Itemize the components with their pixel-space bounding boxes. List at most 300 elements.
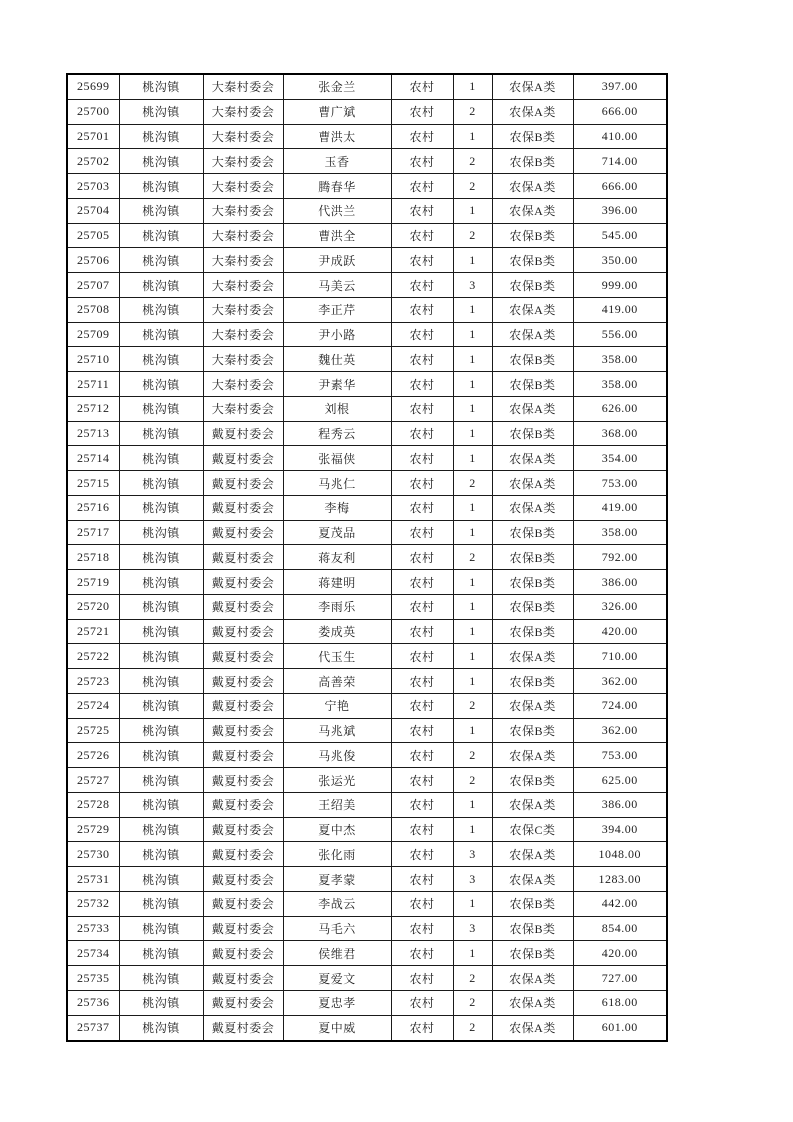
- cell-village-committee: 戴夏村委会: [203, 693, 283, 718]
- cell-insurance-category: 农保A类: [492, 990, 573, 1015]
- cell-amount: 626.00: [573, 396, 667, 421]
- cell-person-count: 1: [453, 594, 492, 619]
- cell-record-id: 25700: [67, 99, 119, 124]
- cell-person-name: 马兆仁: [283, 471, 391, 496]
- cell-record-id: 25702: [67, 149, 119, 174]
- cell-town: 桃沟镇: [119, 297, 203, 322]
- cell-amount: 625.00: [573, 768, 667, 793]
- cell-insurance-category: 农保A类: [492, 74, 573, 99]
- cell-person-name: 夏中杰: [283, 817, 391, 842]
- cell-amount: 354.00: [573, 446, 667, 471]
- cell-record-id: 25735: [67, 966, 119, 991]
- cell-village-committee: 戴夏村委会: [203, 867, 283, 892]
- cell-insurance-category: 农保B类: [492, 149, 573, 174]
- cell-village-committee: 戴夏村委会: [203, 990, 283, 1015]
- cell-town: 桃沟镇: [119, 396, 203, 421]
- table-row: [67, 149, 667, 174]
- cell-record-id: 25717: [67, 520, 119, 545]
- cell-insurance-category: 农保A类: [492, 174, 573, 199]
- cell-person-name: 曹洪太: [283, 124, 391, 149]
- cell-residence-type: 农村: [391, 248, 453, 273]
- table-row: [67, 966, 667, 991]
- table-row: [67, 619, 667, 644]
- cell-town: 桃沟镇: [119, 495, 203, 520]
- cell-town: 桃沟镇: [119, 347, 203, 372]
- table-row: [67, 446, 667, 471]
- cell-residence-type: 农村: [391, 520, 453, 545]
- cell-village-committee: 戴夏村委会: [203, 545, 283, 570]
- table-row: [67, 198, 667, 223]
- cell-record-id: 25704: [67, 198, 119, 223]
- cell-town: 桃沟镇: [119, 867, 203, 892]
- cell-amount: 442.00: [573, 891, 667, 916]
- cell-record-id: 25722: [67, 644, 119, 669]
- cell-person-name: 曹广斌: [283, 99, 391, 124]
- cell-amount: 420.00: [573, 941, 667, 966]
- cell-record-id: 25736: [67, 990, 119, 1015]
- cell-town: 桃沟镇: [119, 446, 203, 471]
- cell-village-committee: 戴夏村委会: [203, 594, 283, 619]
- cell-residence-type: 农村: [391, 966, 453, 991]
- cell-town: 桃沟镇: [119, 1015, 203, 1041]
- cell-record-id: 25715: [67, 471, 119, 496]
- cell-residence-type: 农村: [391, 446, 453, 471]
- cell-record-id: 25719: [67, 570, 119, 595]
- table-row: [67, 990, 667, 1015]
- table-row: [67, 644, 667, 669]
- cell-town: 桃沟镇: [119, 248, 203, 273]
- cell-residence-type: 农村: [391, 198, 453, 223]
- table-row: [67, 74, 667, 99]
- cell-residence-type: 农村: [391, 495, 453, 520]
- cell-insurance-category: 农保B类: [492, 273, 573, 298]
- cell-record-id: 25709: [67, 322, 119, 347]
- cell-amount: 362.00: [573, 669, 667, 694]
- table-row: [67, 99, 667, 124]
- cell-person-name: 李战云: [283, 891, 391, 916]
- cell-insurance-category: 农保B类: [492, 594, 573, 619]
- cell-village-committee: 戴夏村委会: [203, 966, 283, 991]
- cell-insurance-category: 农保B类: [492, 248, 573, 273]
- cell-person-name: 李正芹: [283, 297, 391, 322]
- table-row: [67, 322, 667, 347]
- cell-amount: 666.00: [573, 174, 667, 199]
- cell-person-name: 李雨乐: [283, 594, 391, 619]
- cell-village-committee: 戴夏村委会: [203, 941, 283, 966]
- table-row: [67, 570, 667, 595]
- cell-person-count: 1: [453, 570, 492, 595]
- cell-amount: 854.00: [573, 916, 667, 941]
- cell-person-count: 1: [453, 495, 492, 520]
- cell-person-count: 3: [453, 916, 492, 941]
- cell-insurance-category: 农保B类: [492, 545, 573, 570]
- cell-town: 桃沟镇: [119, 124, 203, 149]
- cell-person-name: 蒋建明: [283, 570, 391, 595]
- table-row: [67, 124, 667, 149]
- cell-person-name: 侯维君: [283, 941, 391, 966]
- cell-insurance-category: 农保A类: [492, 198, 573, 223]
- cell-insurance-category: 农保A类: [492, 1015, 573, 1041]
- cell-person-count: 1: [453, 248, 492, 273]
- cell-person-name: 夏爱文: [283, 966, 391, 991]
- cell-person-count: 1: [453, 718, 492, 743]
- cell-amount: 601.00: [573, 1015, 667, 1041]
- cell-village-committee: 大秦村委会: [203, 223, 283, 248]
- cell-town: 桃沟镇: [119, 990, 203, 1015]
- cell-residence-type: 农村: [391, 842, 453, 867]
- cell-village-committee: 戴夏村委会: [203, 669, 283, 694]
- cell-person-name: 张福侠: [283, 446, 391, 471]
- cell-village-committee: 戴夏村委会: [203, 1015, 283, 1041]
- table-row: [67, 792, 667, 817]
- cell-residence-type: 农村: [391, 916, 453, 941]
- cell-amount: 753.00: [573, 471, 667, 496]
- cell-town: 桃沟镇: [119, 223, 203, 248]
- cell-record-id: 25727: [67, 768, 119, 793]
- cell-town: 桃沟镇: [119, 669, 203, 694]
- cell-record-id: 25728: [67, 792, 119, 817]
- cell-record-id: 25721: [67, 619, 119, 644]
- cell-insurance-category: 农保A类: [492, 743, 573, 768]
- cell-person-count: 1: [453, 619, 492, 644]
- cell-village-committee: 大秦村委会: [203, 74, 283, 99]
- cell-residence-type: 农村: [391, 372, 453, 397]
- table-row: [67, 594, 667, 619]
- cell-town: 桃沟镇: [119, 842, 203, 867]
- cell-person-count: 2: [453, 545, 492, 570]
- cell-person-count: 3: [453, 867, 492, 892]
- cell-residence-type: 农村: [391, 396, 453, 421]
- cell-village-committee: 大秦村委会: [203, 273, 283, 298]
- cell-record-id: 25701: [67, 124, 119, 149]
- cell-residence-type: 农村: [391, 545, 453, 570]
- cell-town: 桃沟镇: [119, 644, 203, 669]
- cell-person-name: 腾春华: [283, 174, 391, 199]
- cell-record-id: 25730: [67, 842, 119, 867]
- table-row: [67, 693, 667, 718]
- cell-record-id: 25710: [67, 347, 119, 372]
- cell-town: 桃沟镇: [119, 74, 203, 99]
- cell-amount: 362.00: [573, 718, 667, 743]
- cell-village-committee: 大秦村委会: [203, 149, 283, 174]
- cell-record-id: 25720: [67, 594, 119, 619]
- table-row: [67, 520, 667, 545]
- table-row: [67, 1015, 667, 1041]
- cell-record-id: 25718: [67, 545, 119, 570]
- cell-person-count: 3: [453, 273, 492, 298]
- cell-amount: 368.00: [573, 421, 667, 446]
- table-row: [67, 372, 667, 397]
- cell-town: 桃沟镇: [119, 99, 203, 124]
- cell-amount: 420.00: [573, 619, 667, 644]
- table-row: [67, 718, 667, 743]
- cell-town: 桃沟镇: [119, 966, 203, 991]
- cell-record-id: 25734: [67, 941, 119, 966]
- cell-person-count: 1: [453, 817, 492, 842]
- table-row: [67, 743, 667, 768]
- cell-town: 桃沟镇: [119, 520, 203, 545]
- cell-amount: 326.00: [573, 594, 667, 619]
- cell-amount: 419.00: [573, 297, 667, 322]
- cell-town: 桃沟镇: [119, 570, 203, 595]
- cell-town: 桃沟镇: [119, 768, 203, 793]
- cell-insurance-category: 农保B类: [492, 768, 573, 793]
- cell-person-name: 张化雨: [283, 842, 391, 867]
- cell-person-name: 宁艳: [283, 693, 391, 718]
- cell-residence-type: 农村: [391, 223, 453, 248]
- cell-town: 桃沟镇: [119, 619, 203, 644]
- table-row: [67, 842, 667, 867]
- cell-village-committee: 大秦村委会: [203, 372, 283, 397]
- cell-insurance-category: 农保B类: [492, 347, 573, 372]
- table-row: [67, 916, 667, 941]
- cell-residence-type: 农村: [391, 718, 453, 743]
- cell-person-name: 夏忠孝: [283, 990, 391, 1015]
- cell-record-id: 25705: [67, 223, 119, 248]
- cell-amount: 714.00: [573, 149, 667, 174]
- cell-insurance-category: 农保B类: [492, 570, 573, 595]
- cell-amount: 724.00: [573, 693, 667, 718]
- cell-residence-type: 农村: [391, 594, 453, 619]
- cell-person-name: 李梅: [283, 495, 391, 520]
- cell-insurance-category: 农保A类: [492, 966, 573, 991]
- cell-record-id: 25723: [67, 669, 119, 694]
- cell-town: 桃沟镇: [119, 174, 203, 199]
- cell-insurance-category: 农保A类: [492, 792, 573, 817]
- cell-person-count: 1: [453, 520, 492, 545]
- cell-village-committee: 戴夏村委会: [203, 520, 283, 545]
- cell-person-name: 张金兰: [283, 74, 391, 99]
- cell-village-committee: 戴夏村委会: [203, 792, 283, 817]
- cell-village-committee: 戴夏村委会: [203, 570, 283, 595]
- table-row: [67, 174, 667, 199]
- cell-insurance-category: 农保B类: [492, 421, 573, 446]
- cell-person-count: 3: [453, 842, 492, 867]
- cell-amount: 386.00: [573, 570, 667, 595]
- cell-insurance-category: 农保A类: [492, 396, 573, 421]
- cell-record-id: 25712: [67, 396, 119, 421]
- cell-village-committee: 大秦村委会: [203, 124, 283, 149]
- cell-village-committee: 戴夏村委会: [203, 842, 283, 867]
- cell-person-name: 尹小路: [283, 322, 391, 347]
- cell-amount: 410.00: [573, 124, 667, 149]
- cell-amount: 710.00: [573, 644, 667, 669]
- cell-person-count: 2: [453, 693, 492, 718]
- table-row: [67, 347, 667, 372]
- table-row: [67, 471, 667, 496]
- cell-village-committee: 戴夏村委会: [203, 471, 283, 496]
- cell-town: 桃沟镇: [119, 693, 203, 718]
- table-row: [67, 669, 667, 694]
- table-row: [67, 817, 667, 842]
- cell-village-committee: 戴夏村委会: [203, 421, 283, 446]
- cell-record-id: 25737: [67, 1015, 119, 1041]
- cell-person-count: 1: [453, 941, 492, 966]
- cell-amount: 386.00: [573, 792, 667, 817]
- cell-person-name: 马兆斌: [283, 718, 391, 743]
- cell-person-count: 2: [453, 768, 492, 793]
- cell-residence-type: 农村: [391, 768, 453, 793]
- cell-record-id: 25708: [67, 297, 119, 322]
- cell-amount: 350.00: [573, 248, 667, 273]
- cell-person-count: 1: [453, 396, 492, 421]
- cell-insurance-category: 农保A类: [492, 693, 573, 718]
- cell-person-name: 蒋友利: [283, 545, 391, 570]
- cell-person-count: 2: [453, 966, 492, 991]
- cell-person-count: 1: [453, 669, 492, 694]
- cell-amount: 358.00: [573, 372, 667, 397]
- cell-village-committee: 戴夏村委会: [203, 718, 283, 743]
- cell-town: 桃沟镇: [119, 149, 203, 174]
- cell-amount: 1048.00: [573, 842, 667, 867]
- cell-insurance-category: 农保A类: [492, 322, 573, 347]
- cell-town: 桃沟镇: [119, 421, 203, 446]
- cell-person-name: 马毛六: [283, 916, 391, 941]
- cell-residence-type: 农村: [391, 693, 453, 718]
- cell-amount: 666.00: [573, 99, 667, 124]
- cell-town: 桃沟镇: [119, 817, 203, 842]
- cell-residence-type: 农村: [391, 174, 453, 199]
- cell-amount: 358.00: [573, 520, 667, 545]
- cell-record-id: 25732: [67, 891, 119, 916]
- cell-village-committee: 戴夏村委会: [203, 619, 283, 644]
- cell-insurance-category: 农保A类: [492, 471, 573, 496]
- cell-residence-type: 农村: [391, 891, 453, 916]
- cell-village-committee: 戴夏村委会: [203, 916, 283, 941]
- cell-insurance-category: 农保B类: [492, 718, 573, 743]
- cell-residence-type: 农村: [391, 669, 453, 694]
- cell-person-count: 2: [453, 1015, 492, 1041]
- table-row: [67, 297, 667, 322]
- cell-record-id: 25699: [67, 74, 119, 99]
- cell-person-count: 1: [453, 322, 492, 347]
- cell-person-count: 2: [453, 174, 492, 199]
- table-row: [67, 891, 667, 916]
- cell-amount: 753.00: [573, 743, 667, 768]
- cell-record-id: 25716: [67, 495, 119, 520]
- table-row: [67, 248, 667, 273]
- cell-insurance-category: 农保B类: [492, 916, 573, 941]
- cell-person-name: 夏孝蒙: [283, 867, 391, 892]
- cell-residence-type: 农村: [391, 347, 453, 372]
- cell-town: 桃沟镇: [119, 916, 203, 941]
- cell-town: 桃沟镇: [119, 792, 203, 817]
- cell-residence-type: 农村: [391, 644, 453, 669]
- cell-amount: 397.00: [573, 74, 667, 99]
- cell-record-id: 25707: [67, 273, 119, 298]
- cell-person-name: 娄成英: [283, 619, 391, 644]
- cell-village-committee: 戴夏村委会: [203, 891, 283, 916]
- cell-residence-type: 农村: [391, 867, 453, 892]
- cell-village-committee: 戴夏村委会: [203, 446, 283, 471]
- cell-amount: 618.00: [573, 990, 667, 1015]
- cell-person-name: 高善荣: [283, 669, 391, 694]
- cell-person-count: 2: [453, 223, 492, 248]
- table-row: [67, 545, 667, 570]
- table-row: [67, 941, 667, 966]
- cell-record-id: 25733: [67, 916, 119, 941]
- cell-person-count: 1: [453, 297, 492, 322]
- cell-person-count: 1: [453, 347, 492, 372]
- cell-village-committee: 大秦村委会: [203, 248, 283, 273]
- cell-residence-type: 农村: [391, 619, 453, 644]
- cell-person-count: 1: [453, 74, 492, 99]
- cell-town: 桃沟镇: [119, 372, 203, 397]
- cell-insurance-category: 农保B类: [492, 619, 573, 644]
- cell-person-count: 1: [453, 124, 492, 149]
- cell-insurance-category: 农保B类: [492, 891, 573, 916]
- cell-residence-type: 农村: [391, 743, 453, 768]
- cell-village-committee: 大秦村委会: [203, 322, 283, 347]
- cell-village-committee: 戴夏村委会: [203, 768, 283, 793]
- cell-person-count: 2: [453, 471, 492, 496]
- cell-residence-type: 农村: [391, 99, 453, 124]
- cell-person-name: 马兆俊: [283, 743, 391, 768]
- cell-amount: 556.00: [573, 322, 667, 347]
- cell-record-id: 25711: [67, 372, 119, 397]
- records-table: [66, 73, 668, 1042]
- cell-town: 桃沟镇: [119, 941, 203, 966]
- cell-record-id: 25725: [67, 718, 119, 743]
- cell-amount: 419.00: [573, 495, 667, 520]
- cell-insurance-category: 农保B类: [492, 372, 573, 397]
- cell-residence-type: 农村: [391, 471, 453, 496]
- cell-person-count: 1: [453, 891, 492, 916]
- cell-person-name: 玉香: [283, 149, 391, 174]
- cell-village-committee: 大秦村委会: [203, 99, 283, 124]
- cell-record-id: 25713: [67, 421, 119, 446]
- cell-village-committee: 大秦村委会: [203, 198, 283, 223]
- cell-person-name: 魏仕英: [283, 347, 391, 372]
- cell-person-name: 尹素华: [283, 372, 391, 397]
- cell-person-count: 1: [453, 792, 492, 817]
- cell-residence-type: 农村: [391, 817, 453, 842]
- cell-amount: 792.00: [573, 545, 667, 570]
- cell-record-id: 25729: [67, 817, 119, 842]
- cell-residence-type: 农村: [391, 273, 453, 298]
- cell-village-committee: 戴夏村委会: [203, 644, 283, 669]
- cell-insurance-category: 农保A类: [492, 842, 573, 867]
- cell-record-id: 25714: [67, 446, 119, 471]
- cell-amount: 1283.00: [573, 867, 667, 892]
- cell-village-committee: 大秦村委会: [203, 174, 283, 199]
- cell-town: 桃沟镇: [119, 545, 203, 570]
- cell-residence-type: 农村: [391, 421, 453, 446]
- cell-person-count: 1: [453, 446, 492, 471]
- cell-insurance-category: 农保A类: [492, 495, 573, 520]
- cell-residence-type: 农村: [391, 74, 453, 99]
- cell-record-id: 25726: [67, 743, 119, 768]
- table-row: [67, 867, 667, 892]
- table-row: [67, 396, 667, 421]
- cell-person-name: 夏茂品: [283, 520, 391, 545]
- cell-person-count: 2: [453, 99, 492, 124]
- cell-insurance-category: 农保B类: [492, 520, 573, 545]
- cell-residence-type: 农村: [391, 1015, 453, 1041]
- cell-village-committee: 戴夏村委会: [203, 743, 283, 768]
- cell-residence-type: 农村: [391, 792, 453, 817]
- cell-person-name: 王绍美: [283, 792, 391, 817]
- cell-insurance-category: 农保B类: [492, 669, 573, 694]
- cell-person-name: 代玉生: [283, 644, 391, 669]
- cell-person-count: 1: [453, 372, 492, 397]
- cell-residence-type: 农村: [391, 149, 453, 174]
- cell-record-id: 25703: [67, 174, 119, 199]
- cell-insurance-category: 农保A类: [492, 297, 573, 322]
- cell-village-committee: 戴夏村委会: [203, 817, 283, 842]
- cell-insurance-category: 农保A类: [492, 867, 573, 892]
- table-row: [67, 273, 667, 298]
